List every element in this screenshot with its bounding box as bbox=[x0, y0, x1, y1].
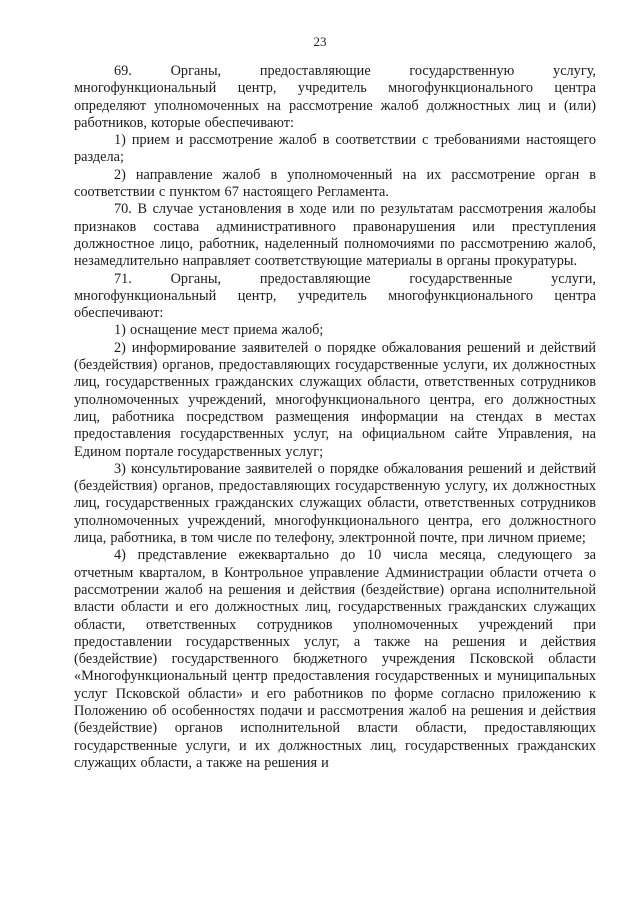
paragraph-71-item-3: 3) консультирование заявителей о порядке обжалования решений и действий (бездействия) органов, предоставляющих государственную услугу, их должностных лиц, государственных гражданских служащих области, ответственных сотрудников уполномоченных учреждений, многофункционального центра, его должностного лица, работника, в том числе по телефону, электронной почте, при личном приеме; bbox=[74, 460, 596, 547]
paragraph-71-item-4: 4) представление ежеквартально до 10 числа месяца, следующего за отчетным кварталом, в Контрольное управление Администрации области отчета о рассмотрении жалоб на решения и действия (бездействие) органа исполнительной власти области и его должностных лиц, государственных гражданских служащих области, ответственных сотрудников уполномоченных учреждений при предоставлении государственных услуг, а также на решения и действия (бездействие) государственного бюджетного учреждения Псковской области «Многофункциональный центр предоставления государственных и муниципальных услуг Псковской области» и его работников по форме согласно приложению к Положению об особенностях подачи и рассмотрения жалоб на решения и действия (бездействие) органов исполнительной власти области, предоставляющих государственные услуги, и их должностных лиц, государственных гражданских служащих области, а также на решения и bbox=[74, 547, 596, 771]
paragraph-71: 71. Органы, предоставляющие государственные услуги, многофункциональный центр, учредитель многофункционального центра обеспечивают: bbox=[74, 270, 596, 322]
paragraph-71-item-1: 1) оснащение мест приема жалоб; bbox=[114, 322, 324, 339]
paragraph-69-item-2: 2) направление жалоб в уполномоченный на их рассмотрение орган в соответствии с пунктом 67 настоящего Регламента. bbox=[74, 166, 596, 201]
document-body bbox=[74, 63, 596, 772]
page-number: 23 bbox=[313, 34, 327, 49]
paragraph-71-item-2: 2) информирование заявителей о порядке обжалования решений и действий (бездействия) органов, предоставляющих государственные услуги, их должностных лиц, государственных гражданских служащих области, ответственных сотрудников уполномоченных учреждений, многофункционального центра, его должностных лиц, работника посредством размещения информации на стендах в местах предоставления государственных услуг, на официальном сайте Управления, на Едином портале государственных услуг; bbox=[74, 339, 596, 460]
paragraph-69: 69. Органы, предоставляющие государственную услугу, многофункциональный центр, учредитель многофункционального центра определяют уполномоченных на рассмотрение жалоб должностных лиц и (или) работников, которые обеспечивают: bbox=[74, 63, 596, 131]
paragraph-69-item-1: 1) прием и рассмотрение жалоб в соответствии с требованиями настоящего раздела; bbox=[74, 132, 596, 166]
paragraph-70: 70. В случае установления в ходе или по результатам рассмотрения жалобы признаков состава административного правонарушения или преступления должностное лицо, работник, наделенный полномочиями по рассмотрению жалоб, незамедлительно направляет соответствующие материалы в органы прокуратуры. bbox=[74, 201, 596, 270]
